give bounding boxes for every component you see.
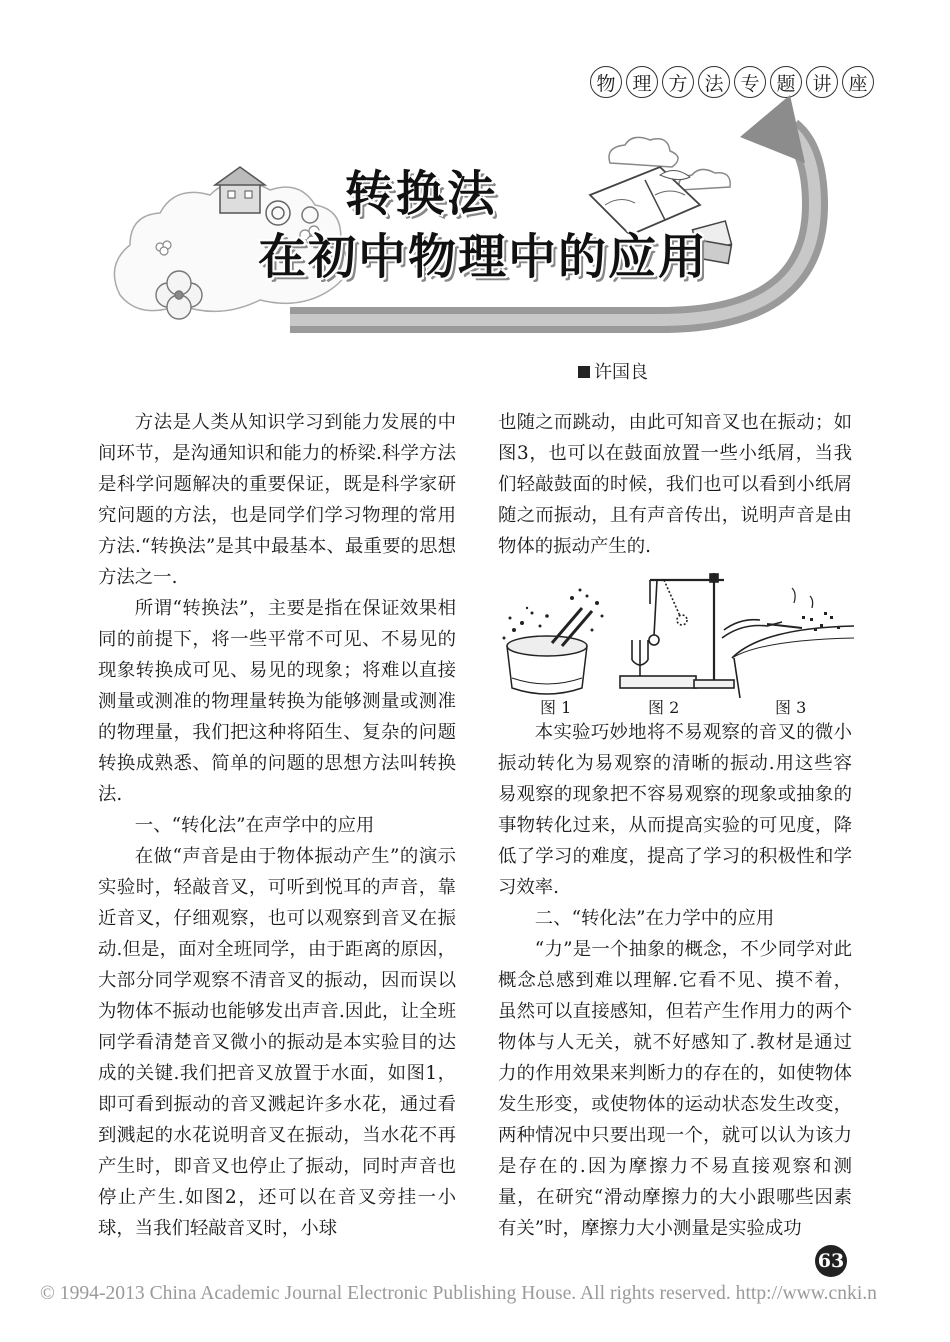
cloud-top [609,137,678,167]
section-heading: 一、“转化法”在声学中的应用 [134,815,375,836]
series-char: 专 [734,66,766,98]
copyright-footer: © 1994-2013 China Academic Journal Electronic Publishing House. All rights reserved. http://www.cnki.n [40,1283,877,1304]
series-char: 法 [698,66,730,98]
right-column-top [498,407,852,562]
series-char: 物 [590,66,622,98]
series-char: 题 [770,66,802,98]
left-column [98,407,456,1244]
page-number: 63 [815,1245,847,1277]
series-char: 讲 [806,66,838,98]
author-name: 许国良 [594,362,648,383]
house-icon [215,167,265,213]
series-char: 理 [626,66,658,98]
series-header [590,66,874,98]
series-char: 方 [662,66,694,98]
figure-3-caption: 图 3 [775,698,807,717]
paragraph: 也随之而跳动，由此可知音叉也在振动；如图3，也可以在鼓面放置一些小纸屑，当我们轻敲鼓面的时候，我们也可以看到小纸屑随之而振动，且有声音传出，说明声音是由物体的振动产生的. [498,412,852,557]
figure-1-splash-illustration [503,589,604,695]
author-line [578,358,648,384]
paragraph: 在做“声音是由于物体振动产生”的演示实验时，轻敲音叉，可听到悦耳的声音，靠近音叉，仔细观察，也可以观察到音叉在振动.但是，面对全班同学，由于距离的原因，大部分同学观察不清音叉的振动，因而误以为物体不振动也能够发出声音.因此，让全班同学看清楚音叉微小的振动是本实验目的达成的关键.我们把音叉放置于水面，如图1，即可看到振动的音叉溅起许多水花，通过看到溅起的水花说明音叉在振动，当水花不再产生时，即音叉也停止了振动，同时声音也停止产生.如图2，还可以在音叉旁挂一小球，当我们轻敲音叉时，小球 [98,846,456,1239]
arrow-head [740,95,805,163]
article-title-line2: 在初中物理中的应用 [258,229,709,285]
figure-2-stand-illustration [620,573,734,688]
article-title-line1: 转换法 [345,166,499,222]
paragraph: 所谓“转换法”，主要是指在保证效果相同的前提下，将一些平常不可见、不易见的现象转换成可见、易见的现象；将难以直接测量或测准的物理量转换为能够测量或测准的物理量，我们把这种将陌生、复杂的问题转换成熟悉、简单的问题的思想方法叫转换法. [98,598,456,805]
figure-1-caption: 图 1 [540,698,572,717]
paragraph: “力”是一个抽象的概念，不少同学对此概念总感到难以理解.它看不见、摸不着，虽然可以直接感知，但若产生作用力的两个物体与人无关，就不好感知了.教材是通过力的作用效果来判断力的存在的，如使物体发生形变，或使物体的运动状态发生改变，两种情况中只要出现一个，就可以认为该力是存在的.因为摩擦力不易直接观察和测量，在研究“滑动摩擦力的大小跟哪些因素有关”时，摩擦力大小测量是实验成功 [498,939,852,1239]
paragraph: 本实验巧妙地将不易观察的音叉的微小振动转化为易观察的清晰的振动.用这些容易观察的现象把不容易观察的现象或抽象的事物转化过来，从而提高实验的可见度，降低了学习的难度，提高了学习的积极性和学习效率. [498,722,852,898]
figure-2-caption: 图 2 [648,698,680,717]
section-heading: 二、“转化法”在力学中的应用 [534,908,775,929]
figure-3-drum-illustration [722,588,854,698]
right-column-bottom [498,717,852,1244]
square-bullet-icon [578,366,590,378]
series-char: 座 [842,66,874,98]
paragraph: 方法是人类从知识学习到能力发展的中间环节，是沟通知识和能力的桥梁.科学方法是科学问题解决的重要保证，既是科学家研究问题的方法，也是同学们学习物理的常用方法.“转换法”是其中最基本、最重要的思想方法之一. [98,412,456,588]
